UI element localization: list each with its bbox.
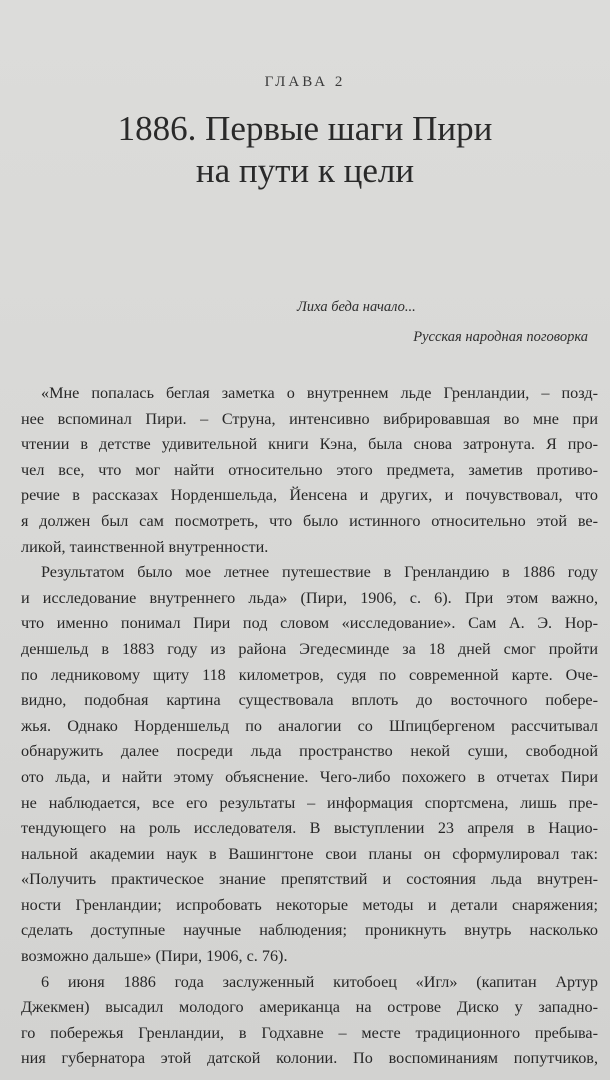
text-line: чтении в детстве удивительной книги Кэна, была снова затронута. Я про- xyxy=(21,435,598,454)
text-line: и исследование внутреннего льда» (Пири, 1906, с. 6). При этом важно, xyxy=(21,588,598,607)
text-line: обнаружить далее посреди льда пространство некой суши, свободной xyxy=(21,742,598,761)
text-line: 6 июня 1886 года заслуженный китобоец «Игл» (капитан Артур xyxy=(41,972,598,991)
text-line: что именно понимал Пири под словом «исследование». Сам А. Э. Нор- xyxy=(21,614,598,633)
text-line: возможно дальше» (Пири, 1906, с. 76). xyxy=(21,947,288,966)
epigraph-source: Русская народная поговорка xyxy=(413,329,588,345)
chapter-title-line-2: на пути к цели xyxy=(195,151,415,190)
text-line: нее вспоминал Пири. – Струна, интенсивно вибрировавшая во мне при xyxy=(21,409,598,428)
text-line: Результатом было мое летнее путешествие в Гренландию в 1886 году xyxy=(41,563,598,582)
text-line: нальной академии наук в Вашингтоне свои планы он сформулировал так: xyxy=(21,844,598,863)
text-line: не наблюдается, все его результаты – информация спортсмена, лишь пре- xyxy=(21,793,598,812)
body-text xyxy=(21,381,598,1072)
text-line: по ледниковому щиту 118 километров, судя по современной карте. Оче- xyxy=(21,665,598,684)
chapter-label: ГЛАВА 2 xyxy=(264,74,346,90)
epigraph-quote: Лиха беда начало... xyxy=(297,299,416,315)
text-line: тендующего на роль исследователя. В выступлении 23 апреля в Нацио- xyxy=(21,819,598,838)
chapter-title-line-1: 1886. Первые шаги Пири xyxy=(117,109,493,148)
text-line: ликой, таинственной внутренности. xyxy=(21,537,269,556)
text-line: видно, подобная картина существовала вплоть до восточного побере- xyxy=(21,691,598,710)
text-line: я должен был сам посмотреть, что было истинного относительно этой ве- xyxy=(21,511,598,530)
chapter-title xyxy=(0,108,610,192)
text-line: чел все, что мог найти относительно этого предмета, заметив противо- xyxy=(21,460,598,479)
text-line: Джекмен) высадил молодого американца на острове Диско у западно- xyxy=(21,998,598,1017)
text-line: ности Гренландии; испробовать некоторые методы и детали снаряжения; xyxy=(21,895,598,914)
epigraph xyxy=(228,292,588,352)
text-line: ото льда, и найти этому объяснение. Чего-либо похожего в отчетах Пири xyxy=(21,767,598,786)
text-line: сделать доступные научные наблюдения; проникнуть внутрь насколько xyxy=(21,921,598,940)
text-line: го побережья Гренландии, в Годхавне – месте традиционного пребыва- xyxy=(21,1023,598,1042)
text-line: ния губернатора этой датской колонии. По воспоминаниям попутчиков, xyxy=(21,1049,598,1068)
text-line: «Получить практическое знание препятствий и состояния льда внутрен- xyxy=(21,870,598,889)
text-line: деншельд в 1883 году из района Эгедесминде за 18 дней смог пройти xyxy=(21,639,598,658)
text-line: жья. Однако Норденшельд по аналогии со Шпицбергеном рассчитывал xyxy=(21,716,598,735)
text-line: речие в рассказах Норденшельда, Йенсена и других, и почувствовал, что xyxy=(21,486,598,505)
text-line: «Мне попалась беглая заметка о внутреннем льде Гренландии, – позд- xyxy=(41,384,598,402)
